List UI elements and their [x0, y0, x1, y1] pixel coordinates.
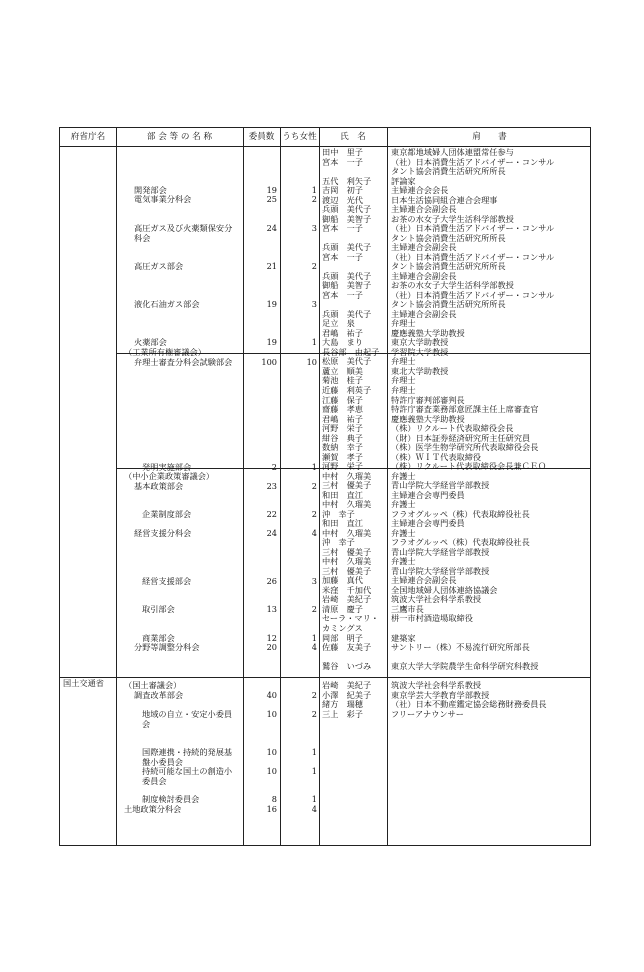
body-name: 液化石油ガス部会 [134, 299, 200, 309]
member-title: 主婦連合会専門委員 [391, 518, 465, 529]
member-count: 100 [261, 357, 277, 367]
member-name: 岩崎 美紀子 [322, 680, 372, 691]
council-name: （工業所有権審議会） [124, 347, 206, 357]
body-name: 国際連携・持続的発展基盤小委員会 [142, 747, 233, 767]
member-name: 中村 久瑠美 [322, 499, 372, 510]
header-women: うち女性 [282, 132, 317, 142]
member-title: 弁理士 [391, 385, 416, 395]
member-title: 主婦連合会副会長 [391, 270, 457, 281]
member-name: カミングス [322, 623, 363, 633]
member-name: 齋藤 孝恵 [322, 404, 363, 415]
body-name: 取引部会 [142, 604, 175, 614]
body-name: 制度検討委員会 [142, 794, 200, 804]
member-title: 筑波大学社会科学系教授 [391, 594, 482, 605]
women-count: 2 [311, 604, 317, 614]
member-count: 22 [266, 509, 277, 519]
member-title: サントリー（株）不易流行研究所部長 [391, 642, 530, 653]
member-name: 緒方 瑞穂 [322, 699, 363, 710]
member-name: 佐藤 友美子 [322, 642, 372, 653]
women-count: 3 [311, 223, 317, 233]
member-name: 宮本 一子 [322, 289, 363, 300]
member-name: 御船 美智子 [322, 213, 372, 224]
member-title: お茶の水女子大学生活科学部教授 [391, 280, 514, 291]
member-title: フリーアナウンサー [391, 708, 464, 719]
member-name: 三村 優美子 [322, 565, 372, 576]
member-title: タント協会消費生活研究所所長 [391, 261, 506, 272]
body-name: 経営支援部会 [142, 576, 192, 586]
member-title: フラオグルッペ（株）代表取締役社長 [391, 537, 530, 548]
member-name: 沖 幸子 [322, 537, 355, 548]
member-title: （株）リクルート代表取締役会長 [391, 423, 514, 434]
member-name: 長谷部 由起子 [322, 346, 380, 357]
member-count: 13 [266, 604, 277, 614]
member-name: 鷲谷 いづみ [322, 661, 372, 672]
member-name: 中村 久瑠美 [322, 470, 372, 481]
member-count: 16 [266, 804, 277, 814]
member-count: 19 [266, 185, 277, 195]
women-count: 4 [311, 804, 317, 814]
women-count: 2 [311, 709, 317, 719]
member-title: 青山学院大学経営学部教授 [391, 565, 490, 576]
member-count: 12 [266, 633, 277, 643]
member-count: 8 [271, 794, 277, 804]
body-name: 分野等調整分科会 [134, 642, 200, 652]
column-divider [319, 128, 320, 845]
member-name: 中村 久瑠美 [322, 556, 372, 567]
member-title: 建築家 [391, 632, 416, 643]
member-name: 河野 栄子 [322, 461, 363, 472]
women-count: 1 [311, 747, 317, 757]
women-count: 4 [311, 528, 317, 538]
member-name: 近藤 利英子 [322, 385, 372, 395]
member-count: 23 [266, 481, 277, 491]
member-name: 加藤 真代 [322, 575, 363, 586]
body-name: 商業部会 [142, 633, 175, 643]
member-title: 青山学院大学経営学部教授 [391, 480, 490, 491]
member-title: 主婦連合会副会長 [391, 308, 457, 319]
member-title: （財）日本証券経済研究所主任研究員 [391, 432, 531, 443]
member-count: 19 [266, 337, 277, 347]
member-name: 沖 幸子 [322, 508, 355, 519]
member-name: 菊池 桂子 [322, 375, 363, 386]
women-count: 4 [311, 642, 317, 652]
council-name: （中小企業政策審議会） [124, 471, 215, 481]
member-name: 渡辺 光代 [322, 194, 363, 205]
member-name: 田中 里子 [322, 147, 363, 157]
member-title: 栟一市村酒造場取締役 [391, 613, 473, 624]
member-count: 40 [266, 690, 277, 700]
member-name: 君嶋 祐子 [322, 413, 363, 424]
member-title: （社）日本消費生活アドバイザー・コンサル [391, 289, 555, 300]
women-count: 1 [311, 633, 317, 643]
member-title: 主婦連合会専門委員 [391, 489, 465, 500]
member-title: 特許庁審査業務部意匠課主任上席審査官 [391, 404, 539, 415]
header-ministry: 府省庁名 [70, 132, 106, 142]
member-name: 兵頭 美代子 [322, 242, 372, 253]
member-title: 弁護士 [391, 499, 416, 510]
council-name: （国土審議会） [124, 680, 182, 690]
member-count: 2 [271, 462, 277, 472]
member-count: 10 [266, 766, 277, 776]
member-name: 瀬賀 孝子 [322, 451, 363, 462]
column-divider [280, 128, 281, 845]
women-count: 3 [311, 576, 317, 586]
member-title: 東京学芸大学教育学部教授 [391, 689, 490, 700]
member-title: （社）日本消費生活アドバイザー・コンサル [391, 251, 555, 262]
member-name: 岩崎 美紀子 [322, 594, 372, 605]
member-name: 蘆立 順美 [322, 365, 363, 376]
member-name: 君嶋 祐子 [322, 327, 363, 338]
member-title: 主婦連合会副会長 [391, 575, 457, 586]
member-name: 中村 久瑠美 [322, 527, 372, 538]
body-name: 経営支援分科会 [134, 528, 192, 538]
member-name: 兵頭 美代子 [322, 308, 372, 319]
member-name: セーラ・マリ・ [322, 613, 379, 624]
body-name: 弁理士審査分科会試験部会 [134, 357, 233, 367]
women-count: 2 [311, 194, 317, 204]
member-title: 日本生活協同組合連合会理事 [391, 194, 498, 205]
member-name: 小澤 紀美子 [322, 689, 372, 700]
member-title: 筑波大学社会科学系教授 [391, 680, 482, 691]
member-title: タント協会消費生活研究所所長 [391, 232, 506, 243]
header-title: 肩 書 [472, 132, 507, 142]
body-name: 地域の自立・安定小委員会 [142, 709, 233, 729]
body-name: 電気事業分科会 [134, 194, 192, 204]
member-title: 三鷹市長 [391, 603, 424, 614]
member-title: （社）日本不動産鑑定協会総務財務委員長 [391, 699, 547, 710]
member-title: （株）ＷＩＴ代表取締役 [391, 451, 482, 462]
member-count: 24 [266, 528, 277, 538]
body-name: 調査改革部会 [134, 690, 184, 700]
member-title: 慶應義塾大学助教授 [391, 327, 465, 338]
member-count: 19 [266, 299, 277, 309]
ministry-name: 国土交通省 [63, 678, 104, 688]
member-name: 清原 慶子 [322, 603, 363, 614]
body-name: 企業制度部会 [142, 509, 192, 519]
body-name: 土地政策分科会 [124, 804, 182, 814]
body-name: 高圧ガス及び火薬類保安分科会 [134, 223, 233, 243]
member-table [59, 127, 591, 846]
member-name: 兵頭 美代子 [322, 270, 372, 281]
column-divider [116, 128, 117, 845]
member-title: （社）日本消費生活アドバイザー・コンサル [391, 223, 555, 234]
member-title: （社）日本消費生活アドバイザー・コンサル [391, 156, 555, 167]
member-title: 全国地域婦人団体連絡協議会 [391, 584, 498, 595]
member-title: 評論家 [391, 175, 416, 186]
member-name: 足立 泉 [322, 318, 355, 329]
body-name: 発明実施部会 [142, 462, 192, 472]
member-name: 三村 優美子 [322, 480, 372, 491]
member-name: 宮本 一子 [322, 156, 363, 167]
member-title: （株）リクルート代表取締役会長兼ＣＥＯ [391, 461, 547, 472]
women-count: 1 [311, 337, 317, 347]
member-title: 学習院大学教授 [391, 346, 449, 357]
member-name: 岡部 明子 [322, 632, 363, 643]
body-name: 持続可能な国土の創造小委員会 [142, 766, 233, 786]
member-name: 宮本 一子 [322, 251, 363, 262]
member-title: タント協会消費生活研究所所長 [391, 299, 506, 310]
member-name: 数納 幸子 [322, 442, 363, 453]
member-title: フラオグルッペ（株）代表取締役社長 [391, 508, 530, 519]
member-title: 青山学院大学経営学部教授 [391, 546, 490, 557]
member-name: 紺谷 典子 [322, 432, 363, 443]
member-count: 25 [266, 194, 277, 204]
member-title: 主婦連合会会長 [391, 185, 449, 196]
member-name: 兵頭 美代子 [322, 204, 372, 215]
member-title: 特許庁審判部審判長 [391, 394, 465, 405]
women-count: 1 [311, 185, 317, 195]
member-count: 21 [266, 261, 277, 271]
women-count: 1 [311, 766, 317, 776]
member-name: 和田 直江 [322, 489, 363, 500]
member-count: 10 [266, 747, 277, 757]
column-divider [243, 128, 244, 845]
member-title: 弁護士 [391, 527, 416, 538]
member-title: 弁理士 [391, 375, 416, 386]
women-count: 1 [311, 462, 317, 472]
member-name: 和田 直江 [322, 518, 363, 529]
member-name: 御船 美智子 [322, 280, 372, 291]
member-name: 五代 利矢子 [322, 175, 372, 186]
member-count: 26 [266, 576, 277, 586]
member-title: タント協会消費生活研究所所長 [391, 166, 506, 177]
member-title: 主婦連合会副会長 [391, 242, 457, 253]
member-title: お茶の水女子大学生活科学部教授 [391, 213, 514, 224]
women-count: 3 [311, 299, 317, 309]
women-count: 2 [311, 481, 317, 491]
member-name: 松原 美代子 [322, 356, 372, 367]
body-name: 高圧ガス部会 [134, 261, 184, 271]
member-title: 弁護士 [391, 556, 416, 567]
member-title: 弁護士 [391, 470, 416, 481]
women-count: 2 [311, 261, 317, 271]
member-name: 江藤 保子 [322, 394, 363, 405]
member-title: 東京大学助教授 [391, 337, 449, 348]
women-count: 2 [311, 690, 317, 700]
member-count: 24 [266, 223, 277, 233]
ministry-separator [60, 677, 590, 678]
body-name: 開発部会 [134, 185, 167, 195]
member-count: 20 [266, 642, 277, 652]
women-count: 1 [311, 794, 317, 804]
member-name: 河野 栄子 [322, 423, 363, 434]
member-title: （株）医学生物学研究所代表取締役会長 [391, 442, 539, 453]
member-title: 弁理士 [391, 318, 416, 329]
member-name: 吉岡 初子 [322, 185, 363, 196]
member-title: 東北大学助教授 [391, 365, 449, 376]
header-members: 委員数 [248, 132, 275, 142]
member-title: 東京都地域婦人団体連盟常任参与 [391, 147, 514, 157]
member-name: 米窪 千加代 [322, 584, 372, 595]
column-divider [387, 128, 388, 845]
header-body-name: 部 会 等 の 名 称 [146, 132, 213, 142]
header-name: 氏 名 [340, 132, 366, 142]
member-title: 主婦連合会副会長 [391, 204, 457, 215]
member-name: 三上 彩子 [322, 708, 363, 719]
member-title: 東京大学大学院農学生命科学研究科教授 [391, 661, 539, 672]
member-name: 大島 まり [322, 337, 363, 348]
member-name: 三村 優美子 [322, 546, 372, 557]
body-name: 基本政策部会 [134, 481, 184, 491]
body-name: 火薬部会 [134, 337, 167, 347]
member-title: 慶應義塾大学助教授 [391, 413, 465, 424]
member-count: 10 [266, 709, 277, 719]
member-title: 弁理士 [391, 356, 416, 367]
member-name: 宮本 一子 [322, 223, 363, 234]
women-count: 2 [311, 509, 317, 519]
women-count: 10 [306, 357, 317, 367]
